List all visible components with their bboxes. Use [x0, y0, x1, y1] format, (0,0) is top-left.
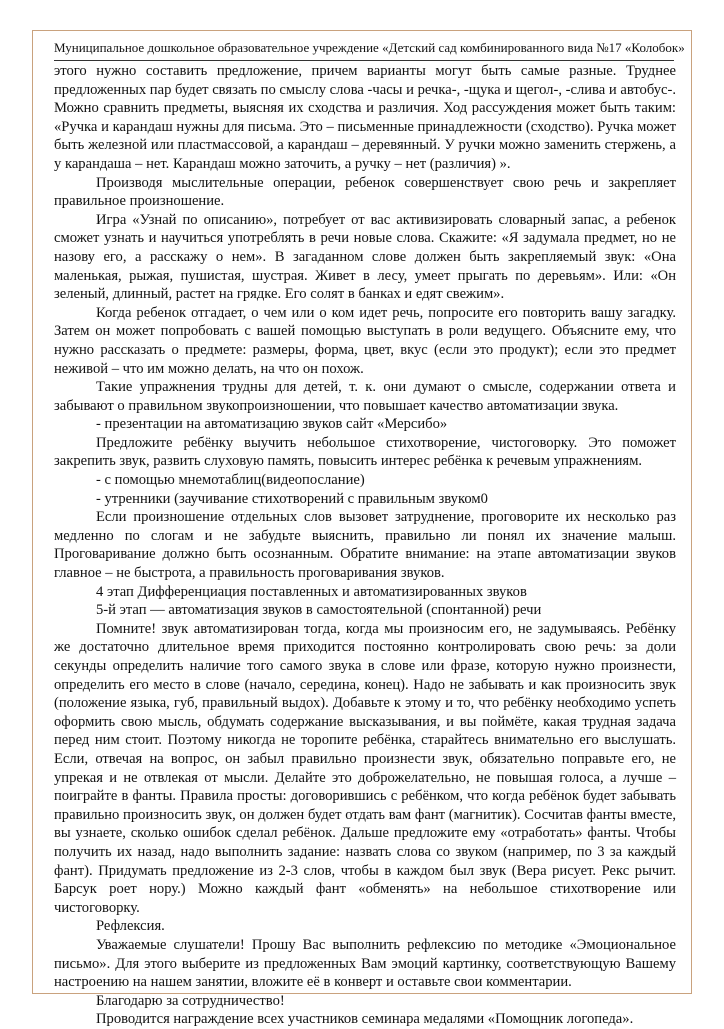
paragraph: Помните! звук автоматизирован тогда, когда мы произносим его, не задумываясь. Ребёнку же достаточно длительное время приходится постоянно контролировать свою речь: за доли секунды определить наличие того самого звука в слове или фразе, которую нужно произнести, определить его место в слове (начало, середина, конец). Надо не забывать и как произносить звук (положение языка, губ, правильный выдох). Добавьте к этому и то, что ребёнку необходимо успеть оформить свою мысль, обдумать содержание высказывания, и вы поймёте, какая трудная задача перед ним стоит. Поэтому никогда не торопите ребёнка, старайтесь внимательно его выслушать. Если, отвечая на вопрос, он забыл правильно произнести звук, обязательно поправьте его, не упрекая и не отвлекая от мысли. Делайте это доброжелательно, не повышая голоса, а лучше – поиграйте в фанты. Правила просты: договорившись с ребёнком, что когда ребёнок будет забывать правильно произносить звук, он должен будет отдать вам фант (магнитик). Сосчитав фанты вместе, вы узнаете, сколько ошибок сделал ребёнок. Дальше предложите ему «отработать» фанты. Чтобы получить их назад, надо выполнить задание: назвать слова со звуком (например, по 3 за каждый фант). Придумать предложение из 2-3 слов, чтобы в каждом был звук (Вера рисует. Рекс рычит. Барсук роет нору.) Можно каждый фант «обменять» на небольшое стихотворение или чистоговорку. — [54, 620, 676, 916]
paragraph: Предложите ребёнку выучить небольшое стихотворение, чистоговорку. Это поможет закрепить звук, развить слуховую память, повысить интерес ребёнка к речевым упражнениям. — [54, 434, 676, 470]
document-body — [54, 62, 676, 1029]
paragraph: Уважаемые слушатели! Прошу Вас выполнить рефлексию по методике «Эмоциональное письмо». Для этого выберите из предложенных Вам эмоций картинку, соответствующую Вашему настроению на нашем занятии, вложите её в конверт и оставьте свои комментарии. — [54, 936, 676, 991]
list-item: - с помощью мнемотаблиц(видеопослание) — [96, 472, 365, 489]
paragraph: Если произношение отдельных слов вызовет затруднение, проговорите их несколько раз медленно по слогам и не забудьте выяснить, правильно ли понял их значение малыш. Проговаривание должно быть осознанным. Обратите внимание: на этапе автоматизации звуков главное – не быстрота, а правильность проговаривания звуков. — [54, 509, 676, 582]
paragraph: Проводится награждение всех участников семинара медалями «Помощник логопеда». — [96, 1011, 634, 1028]
section-heading: 5-й этап — автоматизация звуков в самостоятельной (спонтанной) речи — [96, 602, 542, 619]
header-divider — [54, 60, 674, 61]
paragraph: Благодарю за сотрудничество! — [96, 992, 285, 1009]
list-item: - презентации на автоматизацию звуков сайт «Мерсибо» — [96, 416, 448, 433]
section-heading: Рефлексия. — [96, 918, 165, 935]
page-header: Муниципальное дошкольное образовательное учреждение «Детский сад комбинированного вида №17 «Колобок» — [54, 40, 685, 55]
paragraph: Такие упражнения трудны для детей, т. к. они думают о смысле, содержании ответа и забывают о правильном звукопроизношении, что повышает качество автоматизации звука. — [54, 379, 676, 414]
paragraph: этого нужно составить предложение, причем варианты могут быть самые разные. Труднее предложенных пар будет связать по смыслу слова -часы и речка-, -щука и щегол-, -слива и автобус-. Можно сравнить предметы, выясняя их сходства и различия. Ход рассуждения может быть таким: «Ручка и карандаш нужны для письма. Это – письменные принадлежности (сходство). Ручка может быть железной или пластмассовой, а карандаш – деревянный. У ручки можно заменить стержень, а у карандаша – нет. Карандаш можно заточить, а ручку – нет (различия) ». — [54, 63, 676, 172]
paragraph: Игра «Узнай по описанию», потребует от вас активизировать словарный запас, а ребенок сможет узнать и научиться употреблять в речи новые слова. Скажите: «Я задумала предмет, но не назову его, а расскажу о нем». В загаданном слове должен быть закрепляемый звук: «Она маленькая, рыжая, пушистая, шустрая. Живет в лесу, умеет прыгать по деревьям». Или: «Он зеленый, длинный, растет на грядке. Его солят в банках и едят свежим». — [54, 211, 676, 303]
section-heading: 4 этап Дифференциация поставленных и автоматизированных звуков — [96, 583, 527, 600]
paragraph: Производя мыслительные операции, ребенок совершенствует свою речь и закрепляет правильное произношение. — [54, 174, 676, 210]
paragraph: Когда ребенок отгадает, о чем или о ком идет речь, попросите его повторить вашу загадку. Затем он может попробовать с вашей помощью выступать в роли ведущего. Объясните ему, что нужно рассказать о предмете: размеры, форма, цвет, вкус (если это продукт); если это предмет неживой – что им можно делать, на что он похож. — [54, 304, 676, 377]
list-item: - утренники (заучивание стихотворений с правильным звуком0 — [96, 490, 488, 507]
